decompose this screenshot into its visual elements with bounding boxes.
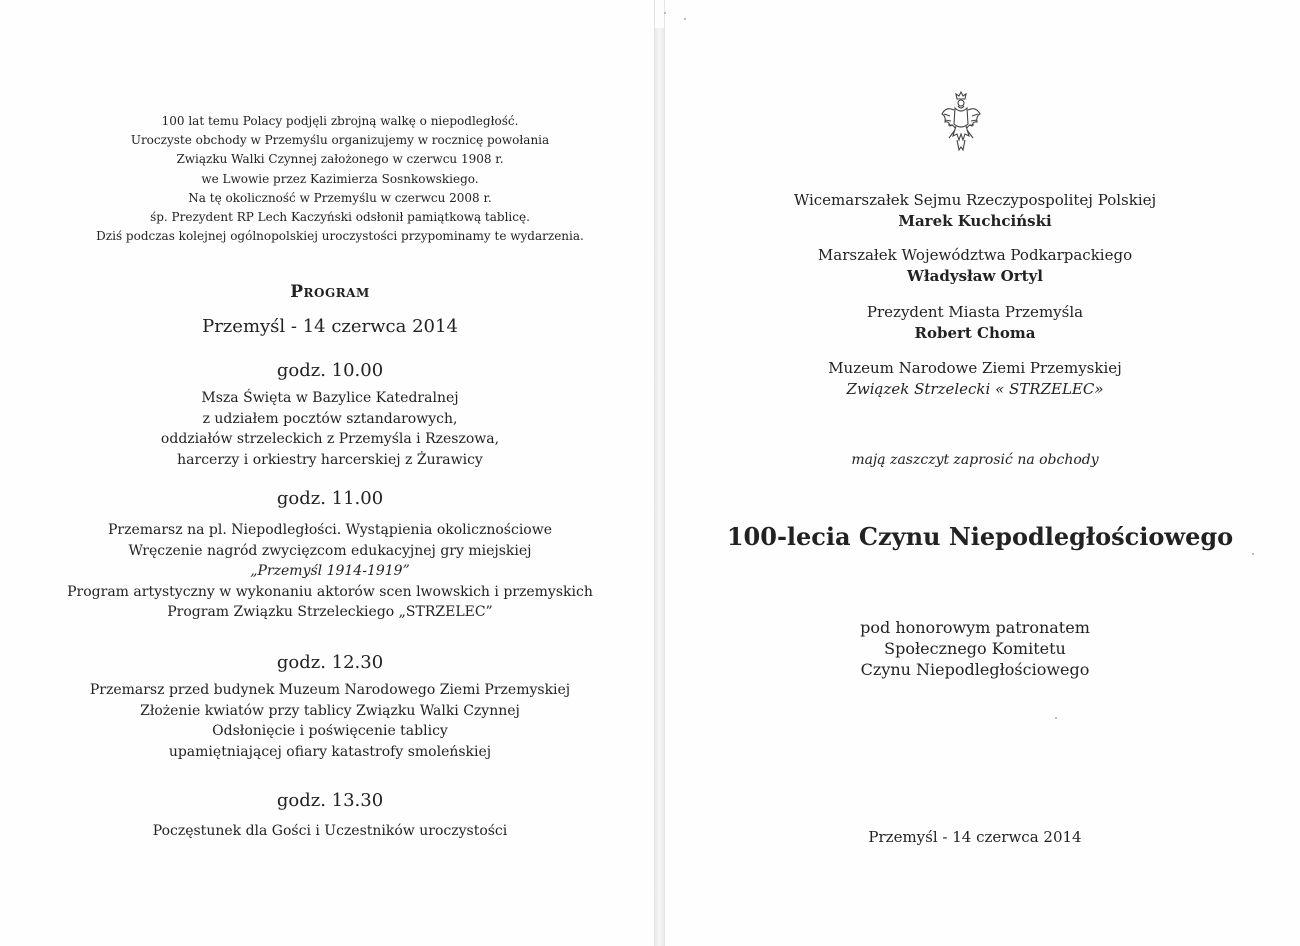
slot-line: Przemarsz przed budynek Muzeum Narodowego Ziemi Przemyskiej	[89, 682, 571, 698]
right-page	[664, 0, 1300, 946]
program-place-date: Przemyśl - 14 czerwca 2014	[202, 316, 458, 337]
slot-description	[60, 680, 600, 762]
scan-speck	[664, 12, 666, 14]
slot-line: z udziałem pocztów sztandarowych,	[202, 410, 458, 427]
host-title: Wicemarszałek Sejmu Rzeczypospolitej Polskiej	[793, 191, 1157, 209]
host-block	[760, 190, 1190, 232]
host-block	[760, 358, 1190, 400]
slot-line: upamiętniającej ofiary katastrofy smoleńskiej	[168, 743, 492, 760]
intro-line: Uroczyste obchody w Przemyślu organizujemy w rocznicę powołania	[130, 133, 550, 148]
patronage-block	[760, 617, 1190, 680]
invitation-date: Przemyśl - 14 czerwca 2014	[868, 828, 1082, 846]
patronage-line: Społecznego Komitetu	[884, 639, 1066, 658]
intro-line: Dziś podczas kolejnej ogólnopolskiej uroczystości przypominamy te wydarzenia.	[96, 229, 584, 244]
slot-time: godz. 10.00	[276, 360, 384, 381]
scan-speck	[684, 18, 686, 20]
intro-line: Na tę okoliczność w Przemyślu w czerwcu 2008 r.	[188, 190, 492, 205]
event-title: 100-lecia Czynu Niepodległościowego	[726, 522, 1234, 551]
host-title: Marszałek Województwa Podkarpackiego	[817, 246, 1133, 264]
host-title: Prezydent Miasta Przemyśla	[866, 303, 1084, 321]
host-name: Władysław Ortyl	[907, 267, 1043, 285]
slot-line: Przemarsz na pl. Niepodległości. Wystąpienia okolicznościowe	[107, 522, 553, 538]
intro-line: 100 lat temu Polacy podjęli zbrojną walkę o niepodległość.	[161, 114, 519, 128]
invitation-line: mają zaszczyt zaprosić na obchody	[851, 452, 1099, 468]
polish-eagle-emblem-icon	[940, 90, 982, 154]
slot-description	[60, 520, 600, 623]
slot-line: Poczęstunek dla Gości i Uczestników uroczystości	[152, 823, 508, 839]
scan-speck	[1055, 717, 1057, 719]
intro-paragraph	[80, 112, 600, 246]
page-fold	[655, 28, 664, 946]
host-name: Robert Choma	[914, 324, 1036, 342]
slot-line: Program artystyczny w wykonaniu aktorów scen lwowskich i przemyskich	[67, 583, 593, 600]
slot-line: harcerzy i orkiestry harcerskiej z Żurawicy	[177, 451, 483, 468]
slot-time: godz. 12.30	[276, 652, 384, 673]
host-block	[760, 302, 1190, 344]
program-heading: Program	[290, 282, 370, 302]
slot-time: godz. 13.30	[276, 790, 384, 811]
host-title: Muzeum Narodowe Ziemi Przemyskiej	[828, 359, 1122, 377]
slot-line: Złożenie kwiatów przy tablicy Związku Walki Czynnej	[140, 702, 520, 719]
slot-line: Program Związku Strzeleckiego „STRZELEC”	[167, 604, 493, 620]
slot-line: oddziałów strzeleckich z Przemyśla i Rzeszowa,	[160, 431, 500, 447]
intro-line: śp. Prezydent RP Lech Kaczyński odsłonił pamiątkową tablicę.	[150, 210, 530, 225]
intro-line: we Lwowie przez Kazimierza Sosnkowskiego.	[201, 171, 479, 186]
slot-line: Odsłonięcie i poświęcenie tablicy	[212, 723, 448, 739]
slot-line: Wręczenie nagród zwycięzcom edukacyjnej gry miejskiej	[128, 542, 532, 559]
patronage-line: Czynu Niepodległościowego	[860, 660, 1090, 679]
slot-time: godz. 11.00	[276, 488, 384, 509]
slot-description	[60, 388, 600, 470]
host-name: Związek Strzelecki « STRZELEC»	[846, 380, 1104, 398]
patronage-line: pod honorowym patronatem	[860, 618, 1090, 637]
host-block	[760, 245, 1190, 287]
slot-description	[60, 821, 600, 842]
slot-line: „Przemyśl 1914-1919”	[250, 563, 410, 579]
slot-line: Msza Święta w Bazylice Katedralnej	[201, 390, 459, 406]
scan-speck	[1252, 553, 1254, 555]
host-name: Marek Kuchciński	[898, 212, 1052, 230]
intro-line: Związku Walki Czynnej założonego w czerwcu 1908 r.	[176, 152, 504, 167]
